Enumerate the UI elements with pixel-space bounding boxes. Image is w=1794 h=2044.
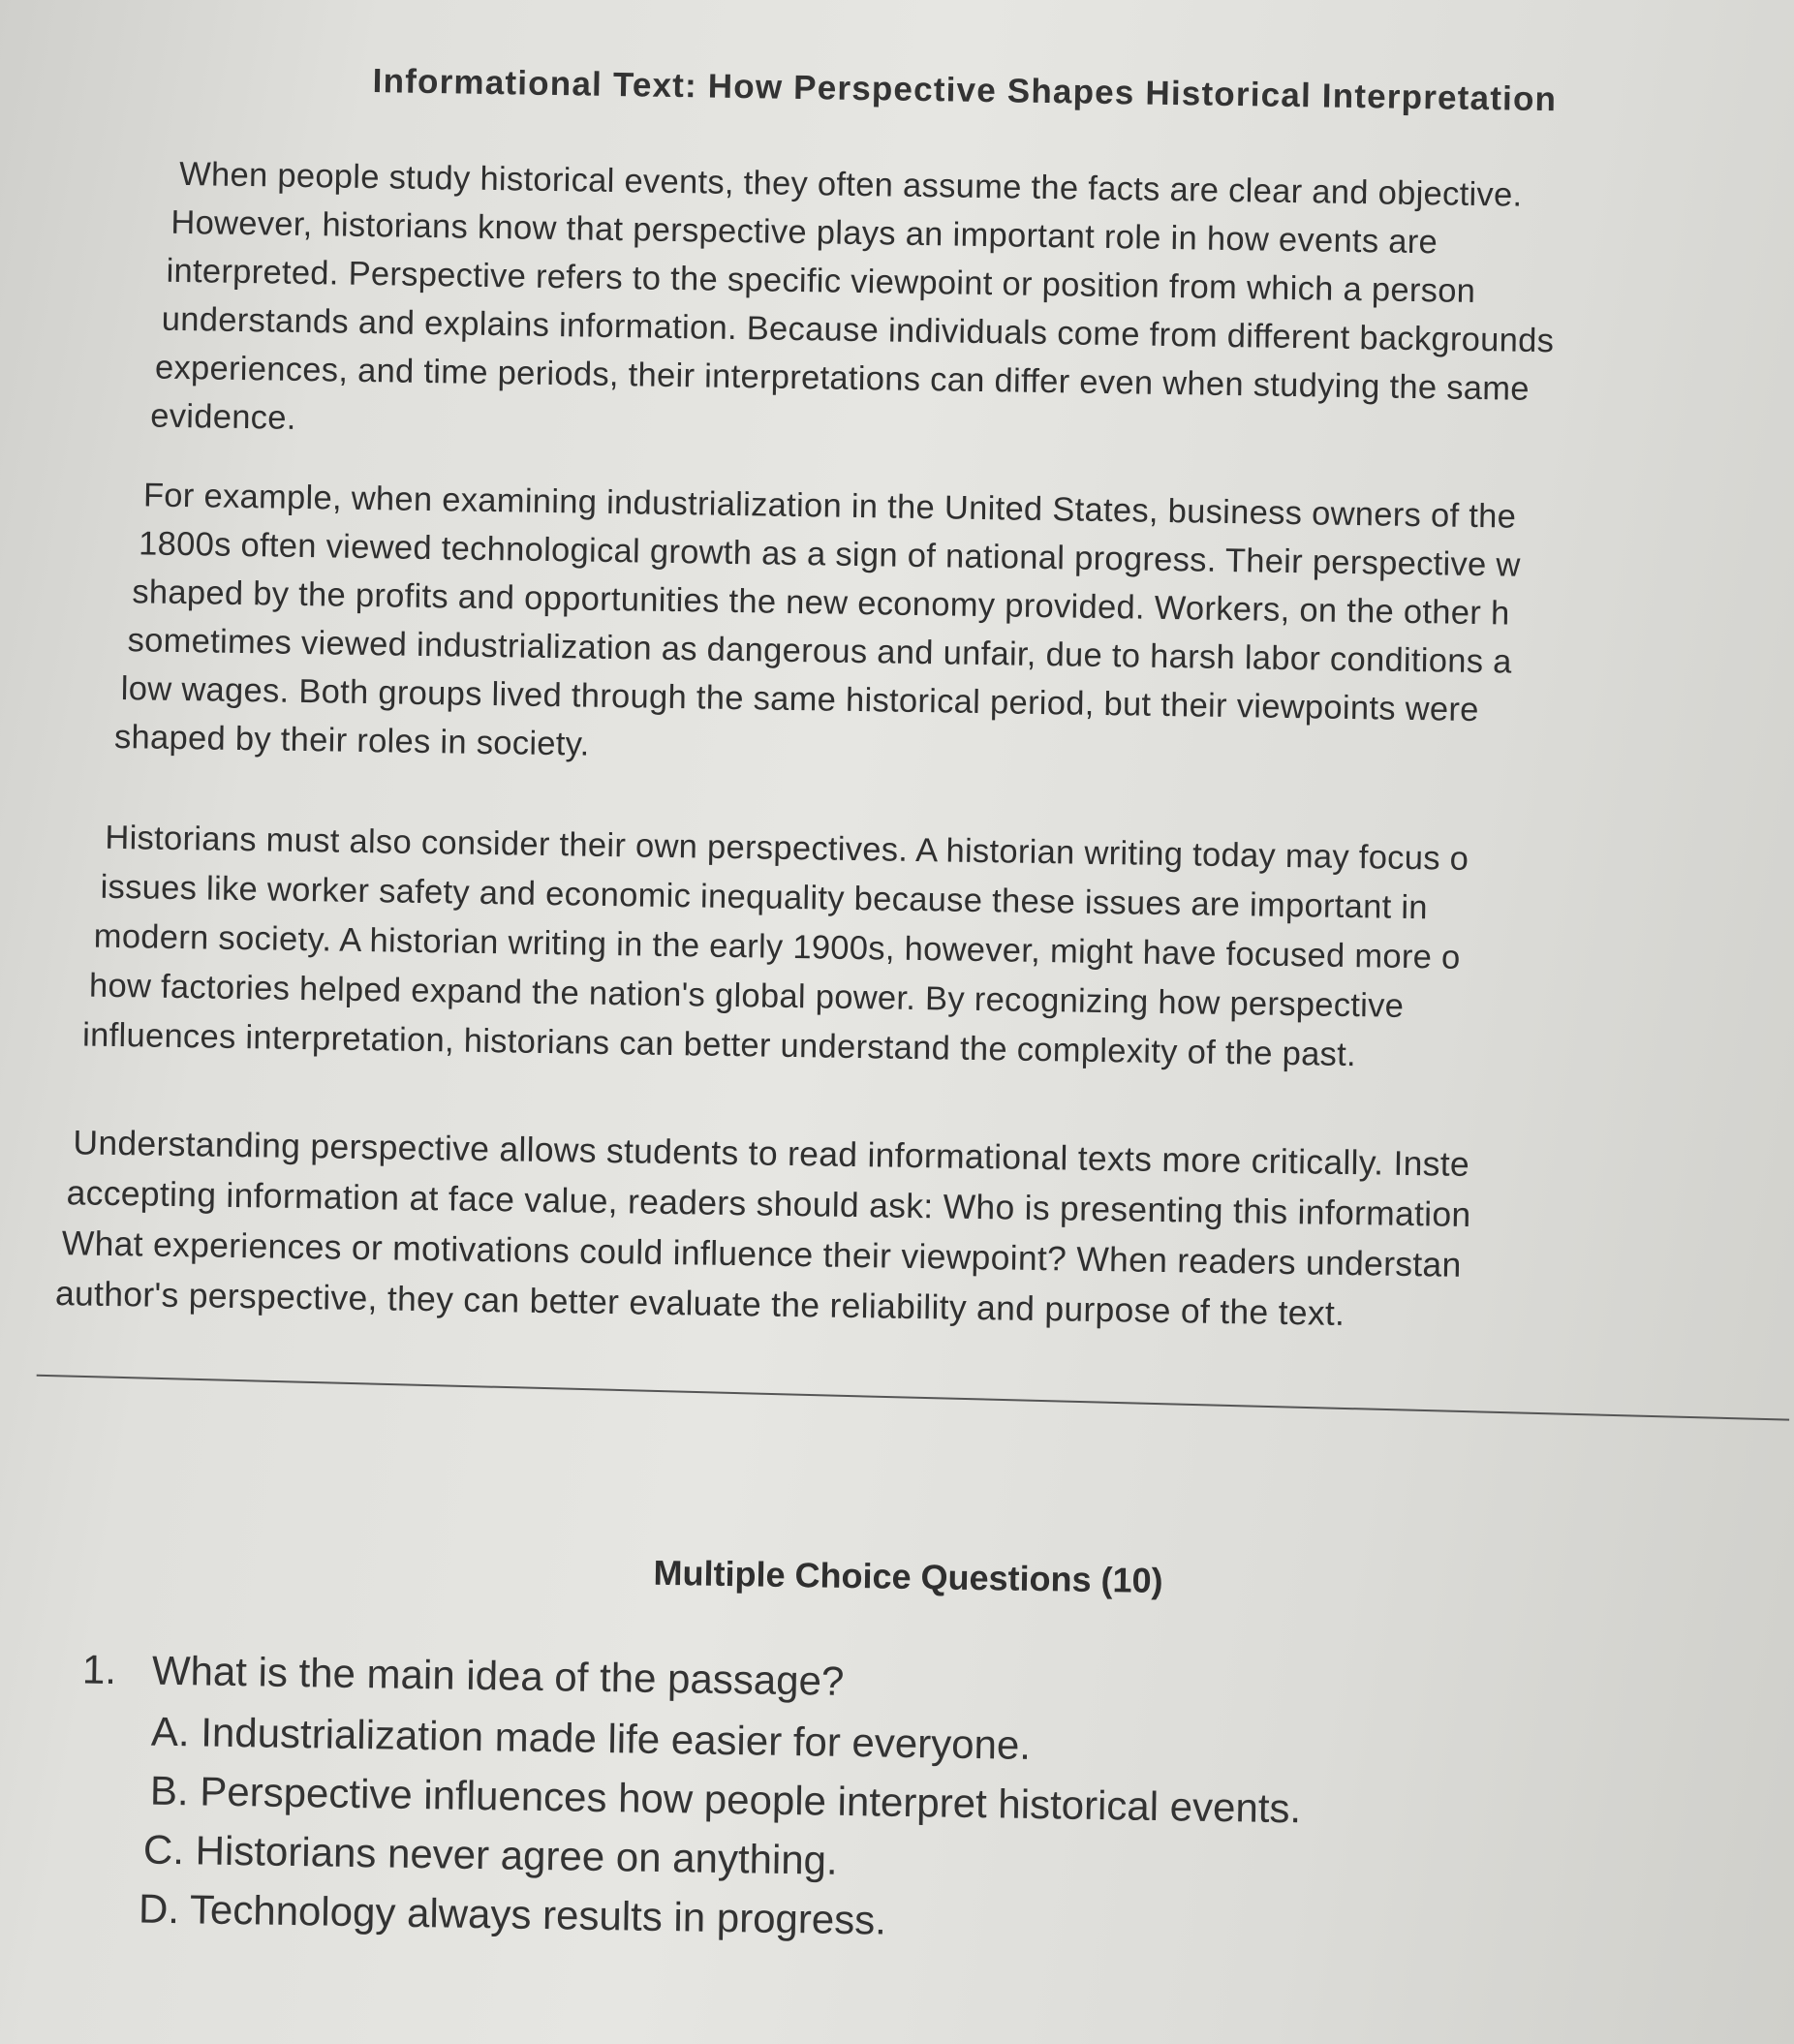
paragraph-1 xyxy=(149,150,1794,469)
text-line: shaped by their roles in society. xyxy=(113,718,590,763)
text-line: influences interpretation, historians can better understand the complexity of the past. xyxy=(81,1016,1357,1074)
question-1 xyxy=(78,1639,1304,1957)
section-heading: Multiple Choice Questions (10) xyxy=(653,1552,1163,1601)
paragraph-2 xyxy=(113,471,1794,790)
answer-option-c[interactable]: C. Historians never agree on anything. xyxy=(142,1826,839,1883)
text-line: However, historians know that perspective plays an important role in how events are xyxy=(170,203,1438,262)
answer-option-b[interactable]: B. Perspective influences how people interpret historical events. xyxy=(149,1767,1302,1832)
question-number: 1. xyxy=(81,1646,117,1693)
text-line: issues like worker safety and economic inequality because these issues are important in xyxy=(100,868,1429,927)
text-line: accepting information at face value, readers should ask: Who is presenting this information xyxy=(66,1173,1471,1235)
text-line: experiences, and time periods, their interpretations can differ even when studying the same xyxy=(154,349,1531,408)
answer-options xyxy=(78,1701,1303,1957)
text-line: understands and explains information. Because individuals come from different backgrounds xyxy=(161,300,1555,360)
text-line: author's perspective, they can better evaluate the reliability and purpose of the text. xyxy=(54,1274,1346,1333)
document-title: Informational Text: How Perspective Shapes Historical Interpretation xyxy=(372,62,1558,119)
text-line: When people study historical events, they often assume the facts are clear and objective. xyxy=(178,155,1523,214)
text-line: Historians must also consider their own perspectives. A historian writing today may focus o xyxy=(105,819,1469,878)
divider-line xyxy=(37,1375,1789,1421)
text-line: For example, when examining industrialization in the United States, business owners of the xyxy=(142,477,1517,536)
paragraph-4 xyxy=(54,1117,1794,1347)
text-line: modern society. A historian writing in the early 1900s, however, might have focused more o xyxy=(93,917,1461,976)
answer-option-d[interactable]: D. Technology always results in progress. xyxy=(138,1885,887,1943)
text-line: 1800s often viewed technological growth as a sign of national progress. Their perspective w xyxy=(138,525,1521,584)
text-line: evidence. xyxy=(149,397,296,437)
text-line: low wages. Both groups lived through the same historical period, but their viewpoints were xyxy=(120,670,1479,729)
question-text: What is the main idea of the passage? xyxy=(151,1647,845,1704)
answer-option-a[interactable]: A. Industrialization made life easier for everyone. xyxy=(150,1708,1032,1768)
text-line: interpreted. Perspective refers to the specific viewpoint or position from which a person xyxy=(166,252,1476,310)
text-line: how factories helped expand the nation's global power. By recognizing how perspective xyxy=(88,967,1405,1025)
text-line: What experiences or motivations could influence their viewpoint? When readers understan xyxy=(61,1223,1462,1285)
text-line: sometimes viewed industrialization as dangerous and unfair, due to harsh labor conditions a xyxy=(127,622,1512,681)
paragraph-3 xyxy=(81,814,1794,1089)
text-line: shaped by the profits and opportunities the new economy provided. Workers, on the other h xyxy=(132,573,1510,633)
text-line: Understanding perspective allows students to read informational texts more critically. Inste xyxy=(73,1123,1470,1184)
